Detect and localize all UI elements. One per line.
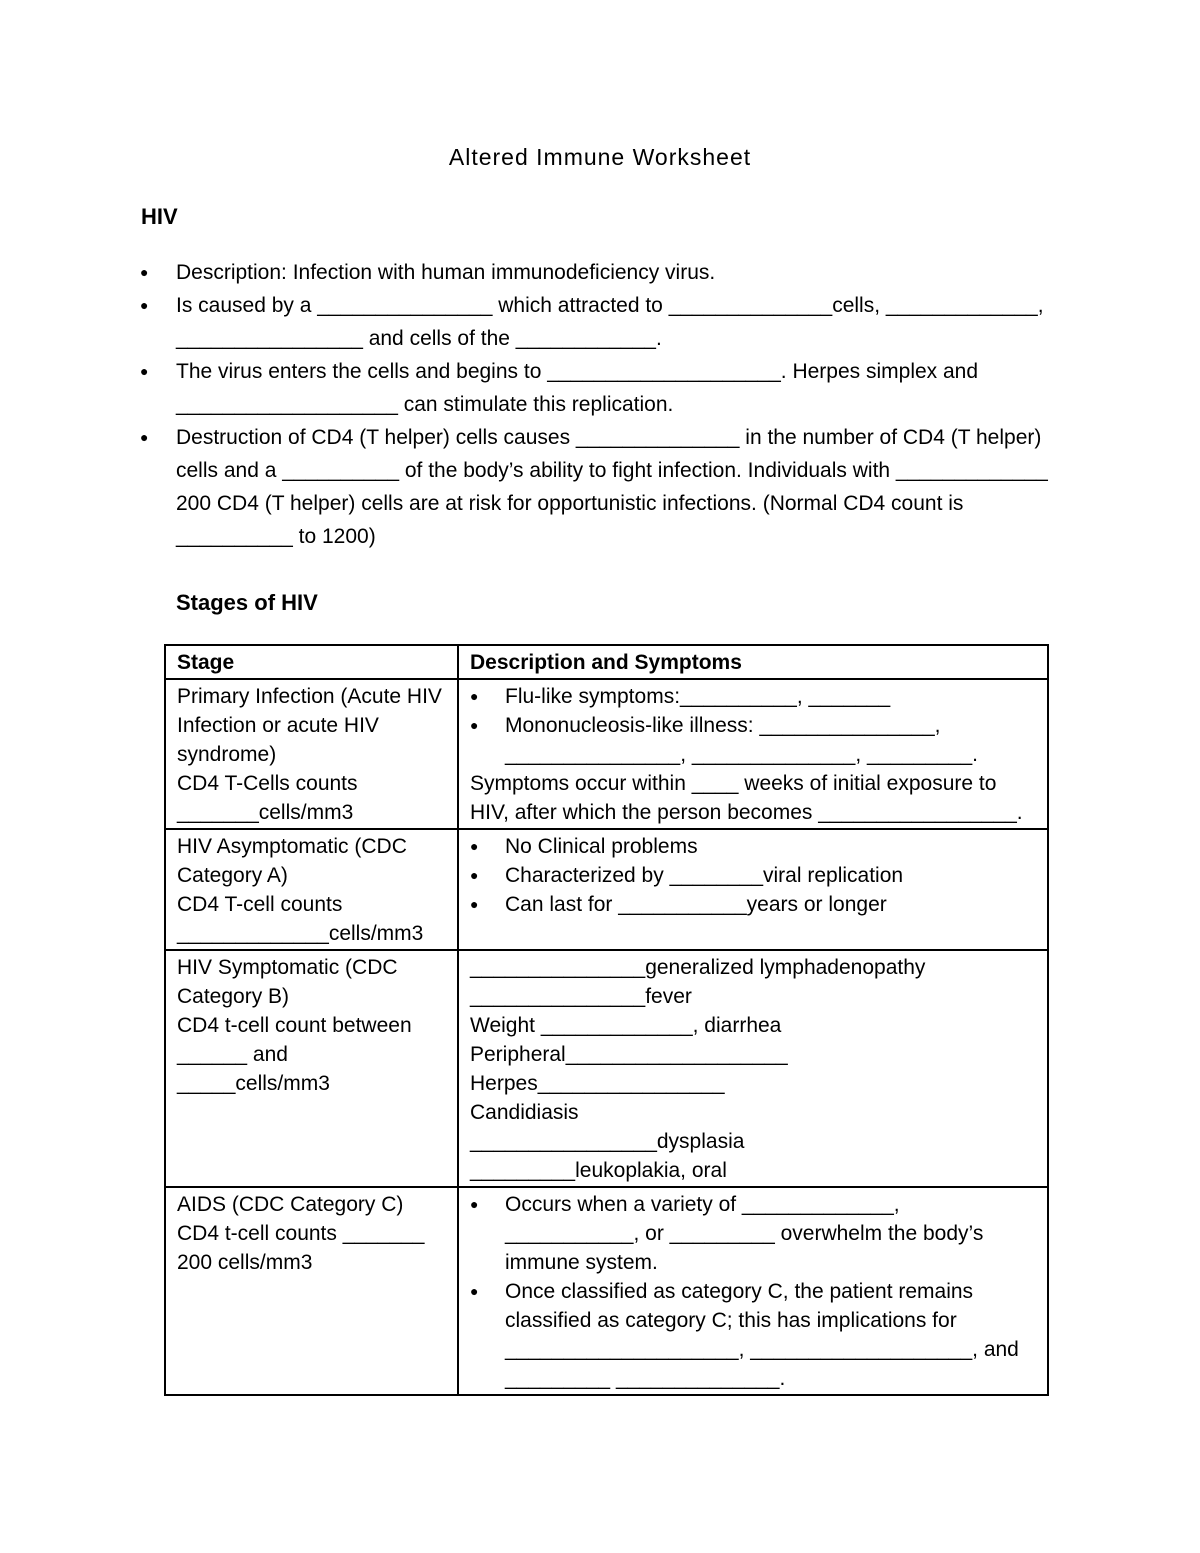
stage-cell	[165, 829, 458, 950]
intro-bullet-list	[140, 256, 1080, 553]
stage-text: Primary Infection (Acute HIV Infection or acute HIV syndrome)	[177, 685, 442, 766]
symptom-list	[470, 682, 1037, 769]
table-header-row	[165, 645, 1048, 679]
stage-cell	[165, 950, 458, 1187]
symptom-line: Candidiasis	[470, 1101, 579, 1124]
table-row	[165, 950, 1048, 1187]
intro-bullet: ● Description: Infection with human immunodeficiency virus.	[140, 256, 1080, 289]
description-text: Symptoms occur within ____ weeks of initial exposure to HIV, after which the person becomes _________________.	[470, 772, 1023, 824]
symptom-line: ________________dysplasia	[470, 1130, 745, 1153]
description-cell	[458, 679, 1048, 829]
section-heading-stages: Stages of HIV	[176, 590, 318, 615]
stage-text: HIV Asymptomatic (CDC Category A)	[177, 835, 407, 887]
symptom-list	[470, 1190, 1037, 1393]
list-item: ● Can last for ___________years or longer	[470, 890, 1037, 919]
worksheet-title: Altered Immune Worksheet	[448, 144, 752, 170]
symptom-line: _______________fever	[470, 985, 692, 1008]
stage-text: CD4 t-cell count between ______ and	[177, 1014, 412, 1066]
list-item: ● Occurs when a variety of _____________, ___________, or _________ overwhelm the body’s immune system.	[470, 1190, 1037, 1277]
stage-cell	[165, 1187, 458, 1395]
list-item: ● Once classified as category C, the patient remains classified as category C; this has implications for ____________________, ___________________, and _________ ______________.	[470, 1277, 1037, 1393]
stage-text: CD4 t-cell counts _______ 200 cells/mm3	[177, 1222, 425, 1274]
list-item: ● Flu-like symptoms:__________, _______	[470, 682, 1037, 711]
description-cell	[458, 1187, 1048, 1395]
intro-bullet: ● Destruction of CD4 (T helper) cells causes ______________ in the number of CD4 (T helper) cells and a __________ of the body’s ability to fight infection. Individuals with _____________ 200 CD4 (T helper) cells are at risk for opportunistic infections. (Normal CD4 count is __________ to 1200)	[140, 421, 1080, 553]
stage-text: HIV Symptomatic (CDC Category B)	[177, 956, 398, 1008]
stage-cell	[165, 679, 458, 829]
table-row	[165, 1187, 1048, 1395]
table-row	[165, 679, 1048, 829]
stage-text: AIDS (CDC Category C)	[177, 1193, 404, 1216]
intro-bullet: ● The virus enters the cells and begins to ____________________. Herpes simplex and ___________________ can stimulate this replication.	[140, 355, 1080, 421]
header-stage: Stage	[165, 645, 458, 679]
symptom-line: Herpes________________	[470, 1072, 725, 1095]
stage-text: CD4 T-Cells counts _______cells/mm3	[177, 772, 358, 824]
symptom-line: _______________generalized lymphadenopathy	[470, 956, 926, 979]
stages-table	[164, 644, 1049, 1396]
section-heading-hiv: HIV	[141, 204, 178, 229]
description-cell	[458, 829, 1048, 950]
description-cell	[458, 950, 1048, 1187]
table-row	[165, 829, 1048, 950]
list-item: ● No Clinical problems	[470, 832, 1037, 861]
stage-text: _____cells/mm3	[177, 1072, 330, 1095]
symptom-line: Peripheral___________________	[470, 1043, 788, 1066]
header-description: Description and Symptoms	[458, 645, 1048, 679]
symptom-line: Weight _____________, diarrhea	[470, 1014, 782, 1037]
list-item: ● Characterized by ________viral replication	[470, 861, 1037, 890]
stage-text: CD4 T-cell counts _____________cells/mm3	[177, 893, 424, 945]
symptom-list	[470, 832, 1037, 919]
list-item: ● Mononucleosis-like illness: _______________, _______________, ______________, _________.	[470, 711, 1037, 769]
intro-bullet: ● Is caused by a _______________ which attracted to ______________cells, _____________, ________________ and cells of the ____________.	[140, 289, 1080, 355]
symptom-line: _________leukoplakia, oral	[470, 1159, 727, 1182]
